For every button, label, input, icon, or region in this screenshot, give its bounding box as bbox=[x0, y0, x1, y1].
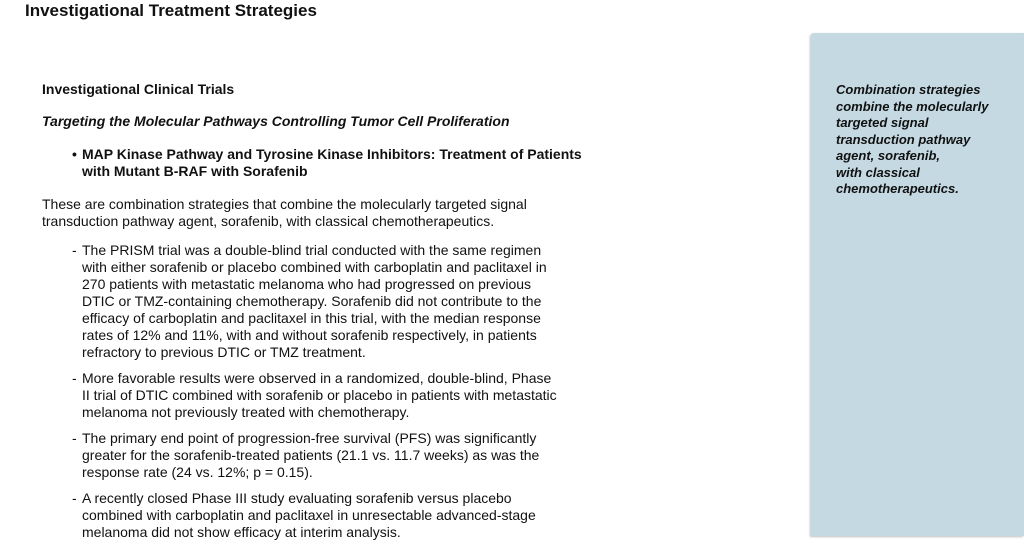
list-item-text: The primary end point of progression-free survival (PFS) was significantly greater for the sorafenib-treated patients (21.1 vs. 11.7 weeks) as was the response rate (24 vs. 12%; p = 0.15). bbox=[82, 430, 540, 480]
list-item bbox=[72, 242, 558, 361]
section-heading: Investigational Clinical Trials bbox=[42, 81, 235, 97]
list-item bbox=[72, 430, 558, 481]
list-item-text: The PRISM trial was a double-blind trial conducted with the same regimen with either sorafenib or placebo combined with carboplatin and paclitaxel in 270 patients with metastatic melanoma who had progressed on previous DTIC or TMZ-containing chemotherapy. Sorafenib did not contribute to the efficacy of carboplatin and paclitaxel in this trial, with the median response rates of 12% and 11%, with and without sorafenib respectively, in patients refractory to previous DTIC or TMZ treatment. bbox=[82, 242, 547, 360]
page-title: Investigational Treatment Strategies bbox=[25, 1, 317, 20]
bullet-list bbox=[42, 242, 582, 541]
bullet-dash: - bbox=[72, 370, 77, 386]
list-item bbox=[72, 490, 558, 541]
sidebar-note: Combination strategies combine the molecularly targeted signal transduction pathway agent, sorafenib, with classical chemotherapeutics. bbox=[836, 82, 989, 196]
list-item-text: More favorable results were observed in a randomized, double-blind, Phase II trial of DTIC combined with sorafenib or placebo in patients with metastatic melanoma not previously treated with chemotherapy. bbox=[82, 370, 557, 420]
topic-bullet bbox=[72, 146, 582, 180]
list-item bbox=[72, 370, 558, 421]
list-item-text: A recently closed Phase III study evaluating sorafenib versus placebo combined with carboplatin and paclitaxel in unresectable advanced-stage melanoma did not show efficacy at interim analysis. bbox=[82, 490, 536, 540]
intro-paragraph: These are combination strategies that combine the molecularly targeted signal transduction pathway agent, sorafenib, with classical chemotherapeutics. bbox=[42, 196, 527, 229]
subheading: Targeting the Molecular Pathways Controlling Tumor Cell Proliferation bbox=[42, 113, 510, 129]
topic-text: MAP Kinase Pathway and Tyrosine Kinase Inhibitors: Treatment of Patients with Mutant B-RAF with Sorafenib bbox=[82, 146, 582, 179]
bullet-dash: - bbox=[72, 490, 77, 506]
main-content bbox=[42, 80, 582, 550]
sidebar-callout bbox=[811, 33, 1024, 536]
bullet-dash: - bbox=[72, 430, 77, 446]
bullet-dot: • bbox=[72, 146, 77, 162]
bullet-dash: - bbox=[72, 242, 77, 258]
